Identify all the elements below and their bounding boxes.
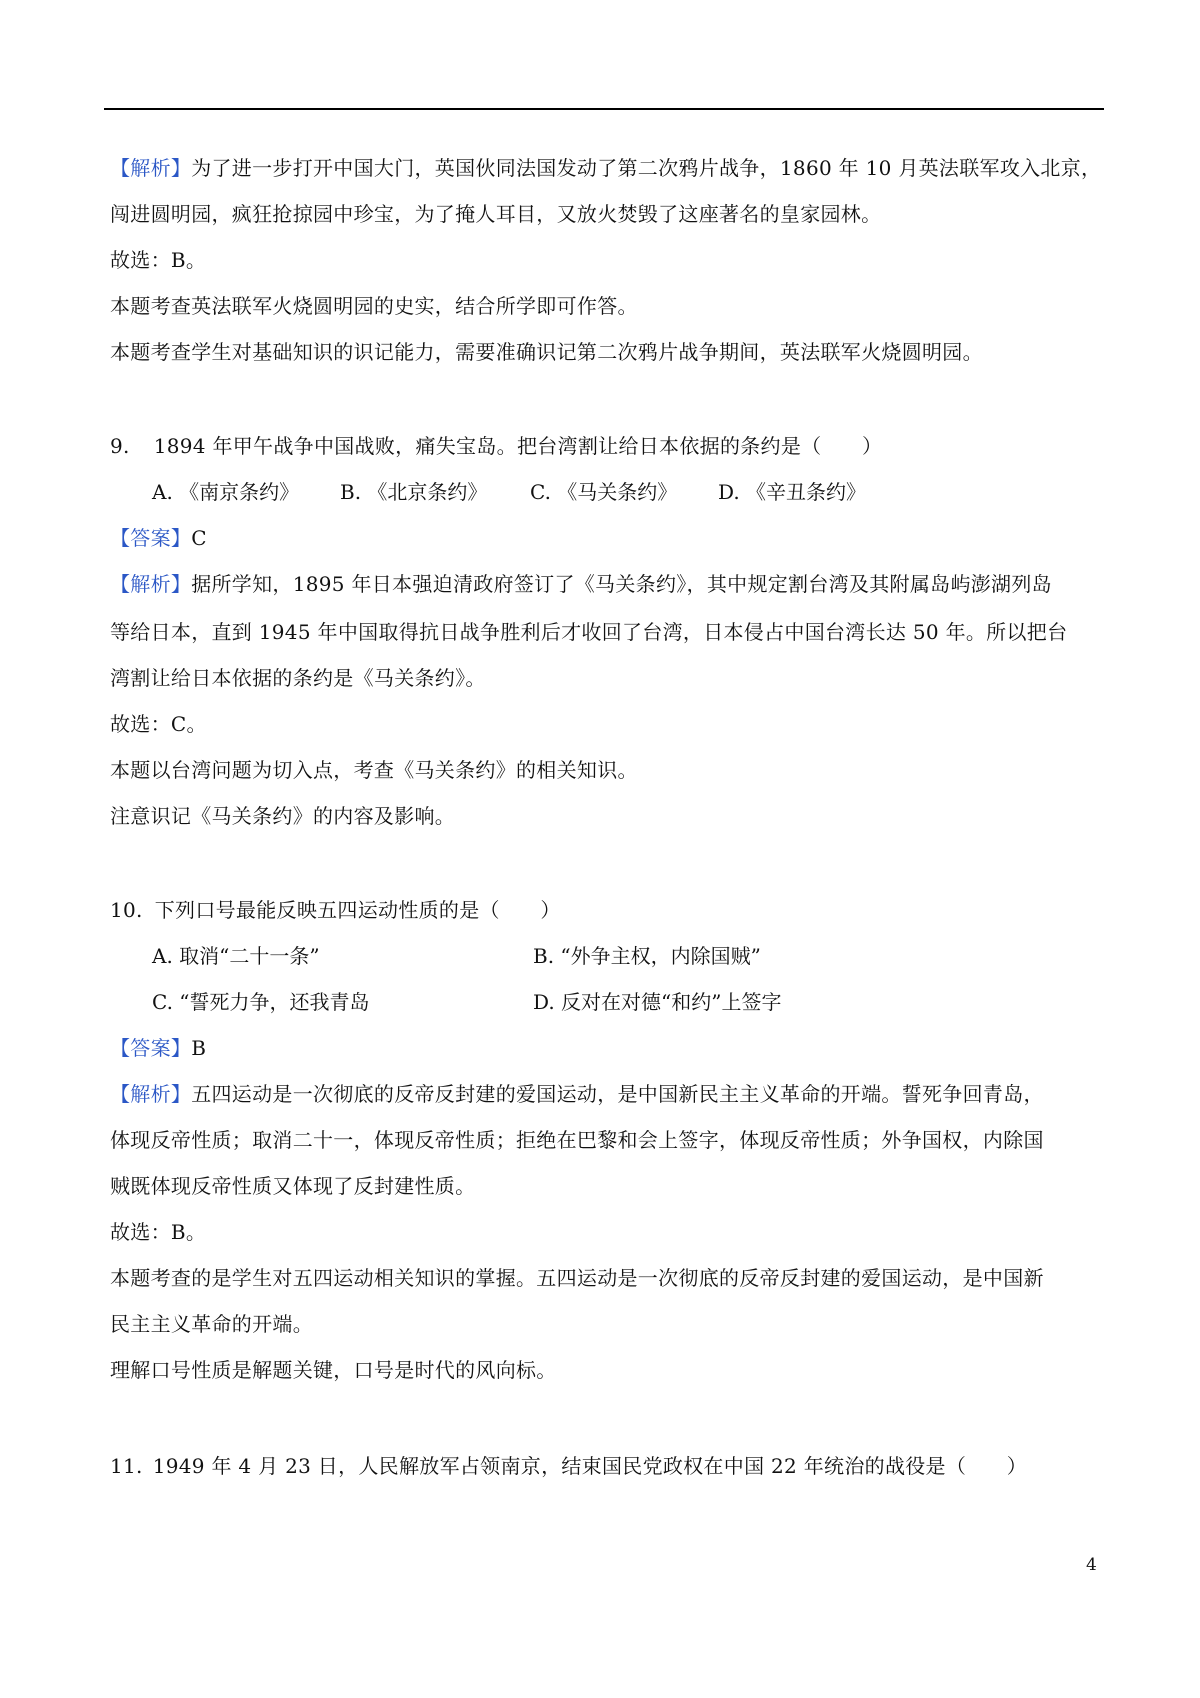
header-rule — [104, 108, 1104, 110]
answer-value: B — [191, 1036, 207, 1060]
answer-tag: 【答案】 — [110, 526, 192, 550]
note-line: 民主主义革命的开端。 — [110, 1312, 313, 1336]
option-a: A. 《南京条约》 — [152, 480, 300, 504]
question-number: 10. — [110, 898, 143, 922]
note-line: 本题以台湾问题为切入点，考查《马关条约》的相关知识。 — [110, 758, 638, 782]
analysis-line: 湾割让给日本依据的条约是《马关条约》。 — [110, 666, 486, 690]
option-b: B. “外争主权，内除国贼” — [533, 944, 761, 968]
note-line: 本题考查英法联军火烧圆明园的史实，结合所学即可作答。 — [110, 294, 638, 318]
choice-line: 故选：C。 — [110, 712, 207, 736]
question-number: 9. — [110, 434, 130, 458]
answer-line — [110, 1034, 206, 1062]
analysis-tag: 【解析】 — [110, 1082, 192, 1106]
answer-value: C — [191, 526, 207, 550]
option-c: C. 《马关条约》 — [530, 480, 678, 504]
choice-line: 故选：B。 — [110, 1220, 207, 1244]
question-number: 11. — [110, 1454, 143, 1478]
note-line: 理解口号性质是解题关键，口号是时代的风向标。 — [110, 1358, 557, 1382]
option-c: C. “誓死力争，还我青岛 — [152, 990, 370, 1014]
analysis-line: 等给日本，直到 1945 年中国取得抗日战争胜利后才收回了台湾，日本侵占中国台湾长达 50 年。所以把台 — [110, 620, 1068, 644]
question-9-stem: 9. 1894 年甲午战争中国战败，痛失宝岛。把台湾割让给日本依据的条约是（ ） — [110, 434, 883, 458]
note-line: 注意识记《马关条约》的内容及影响。 — [110, 804, 456, 828]
analysis-line: 贼既体现反帝性质又体现了反封建性质。 — [110, 1174, 476, 1198]
note-line: 本题考查学生对基础知识的识记能力，需要准确识记第二次鸦片战争期间，英法联军火烧圆明园。 — [110, 340, 983, 364]
analysis-tag: 【解析】 — [110, 156, 192, 180]
page-number: 4 — [1086, 1555, 1097, 1575]
note-line: 本题考查的是学生对五四运动相关知识的掌握。五四运动是一次彻底的反帝反封建的爱国运动，是中国新 — [110, 1266, 1044, 1290]
analysis-line: 体现反帝性质；取消二十一，体现反帝性质；拒绝在巴黎和会上签字，体现反帝性质；外争国权，内除国 — [110, 1128, 1044, 1152]
option-a: A. 取消“二十一条” — [152, 944, 320, 968]
analysis-tag: 【解析】 — [110, 572, 192, 596]
choice-line: 故选：B。 — [110, 248, 207, 272]
question-11-stem: 11. 1949 年 4 月 23 日，人民解放军占领南京，结束国民党政权在中国 22 年统治的战役是（ ） — [110, 1454, 1028, 1478]
answer-line — [110, 524, 207, 552]
analysis-line: 【解析】据所学知，1895 年日本强迫清政府签订了《马关条约》，其中规定割台湾及其附属岛屿澎湖列岛 — [110, 572, 1052, 596]
question-10-stem: 10. 下列口号最能反映五四运动性质的是（ ） — [110, 898, 561, 922]
option-d: D. 《辛丑条约》 — [718, 480, 867, 504]
analysis-line: 【解析】五四运动是一次彻底的反帝反封建的爱国运动，是中国新民主主义革命的开端。誓死争回青岛， — [110, 1082, 1044, 1106]
analysis-line: 【解析】为了进一步打开中国大门，英国伙同法国发动了第二次鸦片战争，1860 年 10 月英法联军攻入北京， — [110, 156, 1102, 180]
analysis-line: 闯进圆明园，疯狂抢掠园中珍宝，为了掩人耳目，又放火焚毁了这座著名的皇家园林。 — [110, 202, 882, 226]
answer-tag: 【答案】 — [110, 1036, 192, 1060]
option-d: D. 反对在对德“和约”上签字 — [533, 990, 782, 1014]
option-b: B. 《北京条约》 — [340, 480, 488, 504]
